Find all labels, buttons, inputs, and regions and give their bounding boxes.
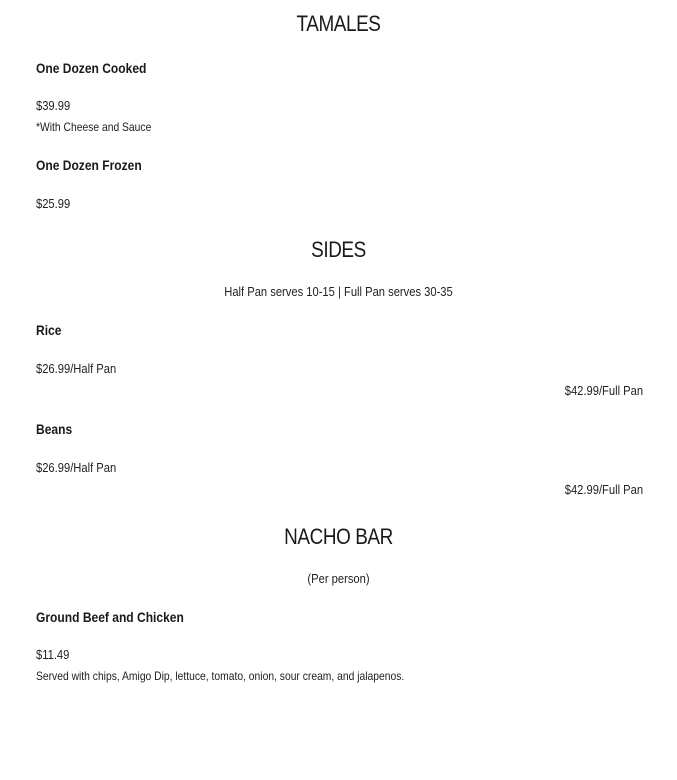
menu-item-price: $39.99	[36, 98, 71, 113]
menu-item-half-price: $26.99/Half Pan	[36, 460, 117, 475]
sides-serving-note: Half Pan serves 10-15 | Full Pan serves 30-35	[224, 284, 453, 299]
menu-item-full-price: $42.99/Full Pan	[564, 482, 643, 497]
nacho-bar-section-title: NACHO BAR	[284, 524, 393, 549]
menu-item-half-price: $26.99/Half Pan	[36, 361, 117, 376]
tamales-section-title: TAMALES	[296, 11, 381, 36]
menu-item-price: $11.49	[36, 647, 70, 662]
menu-item-price: $25.99	[36, 196, 71, 211]
menu-item-name: Ground Beef and Chicken	[36, 609, 184, 625]
sides-section-title: SIDES	[311, 237, 366, 262]
menu-item-full-price: $42.99/Full Pan	[564, 383, 643, 398]
menu-item-name: Beans	[36, 421, 73, 437]
menu-item-name: Rice	[36, 322, 62, 338]
menu-item-name: One Dozen Frozen	[36, 157, 142, 173]
menu-item-note: *With Cheese and Sauce	[36, 120, 152, 134]
menu-item-description: Served with chips, Amigo Dip, lettuce, tomato, onion, sour cream, and jalapenos.	[36, 669, 405, 683]
nacho-bar-note: (Per person)	[307, 571, 370, 586]
menu-item-name: One Dozen Cooked	[36, 60, 147, 76]
